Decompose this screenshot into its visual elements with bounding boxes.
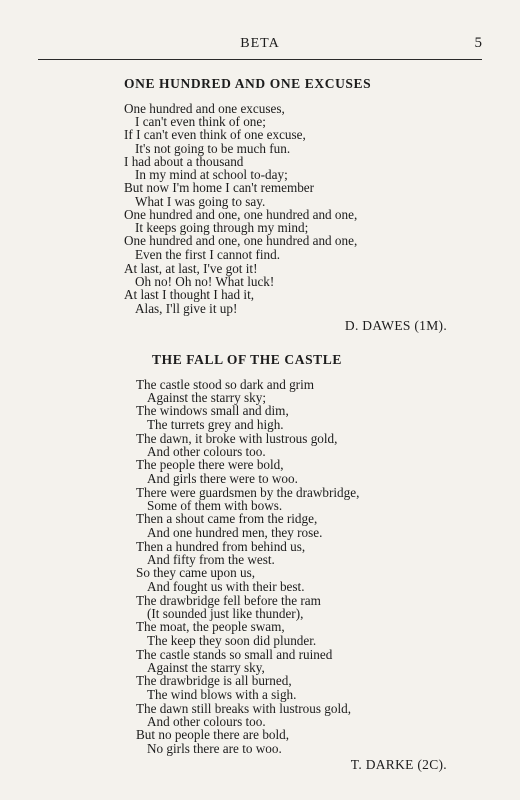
poem-stanza (136, 378, 314, 431)
poem-line: The castle stands so small and ruined (136, 647, 333, 662)
poem-line: The dawn still breaks with lustrous gold, (136, 701, 352, 716)
poem-line: Then a hundred from behind us, (136, 539, 306, 554)
poem-line: But now I'm home I can't remember (124, 180, 315, 196)
poem-line: One hundred and one, one hundred and one, (124, 233, 358, 249)
poem-line: And other colours too. (147, 444, 266, 460)
poem-stanza (124, 262, 274, 315)
page-number: 5 (474, 35, 482, 51)
poem-line: Some of them with bows. (147, 498, 283, 514)
poem-line: The drawbridge is all burned, (136, 673, 292, 689)
poem-stanza (136, 702, 351, 755)
poem-line: No girls there are to woo. (147, 740, 282, 756)
poem-line: I had about a thousand (124, 154, 244, 169)
poem-line: The turrets grey and high. (147, 416, 284, 432)
poem-line: At last, at last, I've got it! (124, 261, 258, 276)
poem-line: And fifty from the west. (147, 552, 275, 568)
poem-line: And other colours too. (147, 714, 266, 730)
poem-line: And fought us with their best. (147, 578, 305, 594)
poem-author: T. DARKE (2C). (350, 757, 447, 772)
poem-line: It keeps going through my mind; (135, 220, 309, 236)
poem-line: The windows small and dim, (136, 403, 289, 419)
poem-title: ONE HUNDRED AND ONE EXCUSES (124, 76, 372, 91)
poem-line: In my mind at school to-day; (135, 167, 288, 183)
poem-line: (It sounded just like thunder), (147, 606, 304, 622)
poem-line: Alas, I'll give it up! (135, 300, 238, 316)
poem-line: If I can't even think of one excuse, (124, 127, 306, 143)
poem-line: Oh no! Oh no! What luck! (135, 274, 275, 290)
poem-line: The moat, the people swam, (136, 619, 285, 635)
header-rule (38, 59, 482, 60)
poem-line: At last I thought I had it, (124, 287, 255, 303)
poem-line: Then a shout came from the ridge, (136, 511, 318, 527)
poem-line: One hundred and one, one hundred and one, (124, 207, 358, 222)
running-head (0, 34, 520, 54)
poem-line: It's not going to be much fun. (135, 140, 291, 156)
poem-line: The castle stood so dark and grim (136, 377, 314, 392)
poem-stanza (124, 155, 314, 208)
poem-line: The dawn, it broke with lustrous gold, (136, 431, 338, 446)
poem-stanza (124, 208, 357, 261)
poem-line: So they came upon us, (136, 565, 256, 581)
poem-line: One hundred and one excuses, (124, 101, 285, 116)
poem-line: The people there were bold, (136, 457, 284, 473)
poem-stanza (136, 486, 359, 539)
poem-stanza (124, 102, 306, 155)
poem-line: And girls there were to woo. (147, 470, 298, 486)
poem-line: Against the starry sky, (147, 660, 265, 676)
poem-stanza (136, 648, 332, 701)
poem-line: There were guardsmen by the drawbridge, (136, 485, 360, 500)
poem-author: D. DAWES (1M). (344, 318, 447, 333)
poem-line: The keep they soon did plunder. (147, 632, 317, 648)
poem-line: Against the starry sky; (147, 390, 267, 406)
poem-line: The wind blows with a sigh. (147, 686, 297, 702)
poem-line: And one hundred men, they rose. (147, 524, 323, 540)
running-title: BETA (240, 36, 280, 51)
poem-line: But no people there are bold, (136, 727, 290, 743)
poem-stanza (136, 594, 321, 647)
poem-line: The drawbridge fell before the ram (136, 593, 321, 608)
poem-title: THE FALL OF THE CASTLE (152, 352, 342, 367)
poem-line: Even the first I cannot find. (135, 246, 281, 262)
poem-line: I can't even think of one; (135, 114, 266, 130)
poem-line: What I was going to say. (135, 193, 266, 209)
poem-stanza (136, 432, 337, 485)
poem-stanza (136, 540, 305, 593)
